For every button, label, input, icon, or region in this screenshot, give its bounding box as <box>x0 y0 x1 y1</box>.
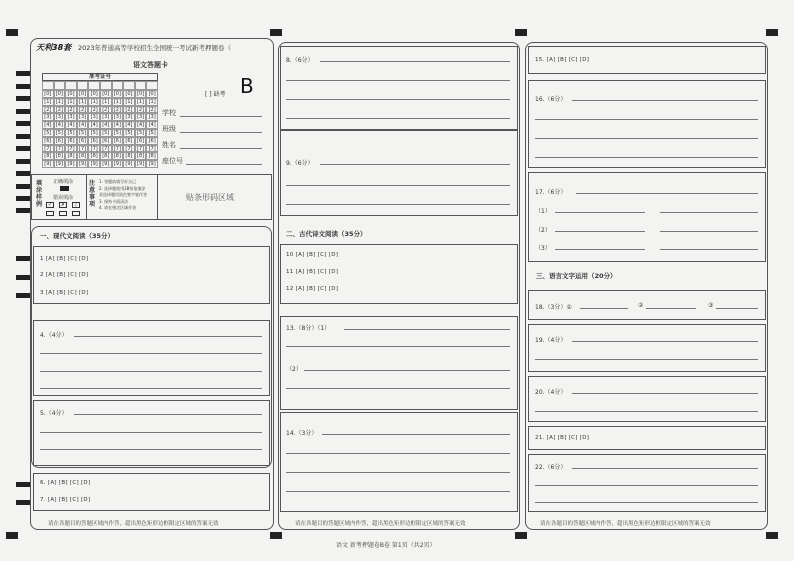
q17-part3-label: （3） <box>535 245 551 252</box>
q22-label: 22.（6分） <box>535 464 567 471</box>
q11-options[interactable]: 11 [A] [B] [C] [D] <box>286 269 339 275</box>
digit-bubble[interactable]: [9] <box>77 160 89 168</box>
timing-bar <box>16 196 30 201</box>
digit-bubble[interactable]: [0] <box>65 90 77 98</box>
digit-bubble[interactable]: [4] <box>135 121 147 129</box>
digit-bubble[interactable]: [5] <box>123 129 135 137</box>
q17-part2-label: （2） <box>535 227 551 234</box>
wrong-fill-sample-1: ✓ <box>47 202 53 208</box>
wrong-fill-sample-5 <box>59 211 67 216</box>
q2-options[interactable]: 2 [A] [B] [C] [D] <box>40 272 89 278</box>
timing-bar <box>16 84 30 89</box>
page-footer: 语文 新考押题卷B卷 第1页（共2页） <box>336 542 436 549</box>
timing-bar <box>16 71 30 76</box>
correct-fill-sample <box>60 186 69 191</box>
timing-bar <box>16 109 30 114</box>
timing-bar <box>16 500 30 505</box>
answer-line[interactable] <box>535 157 758 158</box>
answer-line[interactable] <box>646 308 696 309</box>
timing-bar <box>16 171 30 176</box>
timing-bar <box>16 482 30 487</box>
digit-bubble[interactable]: [1] <box>123 98 135 106</box>
digit-bubble[interactable]: [6] <box>88 137 100 145</box>
wrong-fill-sample-3: / <box>72 202 80 208</box>
answer-line[interactable] <box>660 249 758 250</box>
answer-line[interactable] <box>535 359 758 360</box>
answer-line[interactable] <box>320 164 510 165</box>
digit-bubble[interactable]: [4] <box>112 121 124 129</box>
answer-line[interactable] <box>660 212 758 213</box>
q3-options[interactable]: 3 [A] [B] [C] [D] <box>40 290 89 296</box>
digit-bubble[interactable]: [8] <box>77 152 89 160</box>
answer-line[interactable] <box>535 485 758 486</box>
q6-options[interactable]: 6. [A] [B] [C] [D] <box>40 480 91 486</box>
digit-bubble[interactable]: [3] <box>112 113 124 121</box>
digit-bubble[interactable]: [4] <box>54 121 66 129</box>
answer-line[interactable] <box>320 61 510 62</box>
absent-label[interactable]: [ ] 缺考 <box>205 91 226 98</box>
digit-bubble[interactable]: [5] <box>77 129 89 137</box>
mcq-block-2 <box>33 473 270 511</box>
digit-bubble[interactable]: [1] <box>100 98 112 106</box>
digit-bubble[interactable]: [1] <box>135 98 147 106</box>
digit-bubble[interactable]: [7] <box>112 145 124 153</box>
fill-example-label: 填涂样例 <box>36 180 43 208</box>
answer-line[interactable] <box>535 138 758 139</box>
digit-bubble[interactable]: [2] <box>135 106 147 114</box>
timing-bar <box>16 134 30 139</box>
answer-line[interactable] <box>535 411 758 412</box>
timing-bar <box>16 293 30 298</box>
q17-part1-label: （1） <box>535 208 551 215</box>
q19-box <box>528 324 766 372</box>
registration-mark-bottom-left <box>6 532 18 539</box>
note-item: 非选择题用黑色签字笔作答 <box>99 192 147 197</box>
registration-mark-top-1 <box>270 29 282 36</box>
section-2-title: 二、古代诗文阅读（35分） <box>286 230 367 238</box>
digit-bubble[interactable]: [5] <box>146 129 158 137</box>
digit-bubble[interactable]: [7] <box>77 145 89 153</box>
note-item: 4. 请在指定区域作答 <box>99 205 137 210</box>
digit-bubble[interactable]: [2] <box>146 106 158 114</box>
digit-bubble[interactable]: [9] <box>42 160 54 168</box>
answer-line[interactable] <box>40 353 262 354</box>
digit-bubble[interactable]: [4] <box>65 121 77 129</box>
digit-bubble[interactable]: [3] <box>135 113 147 121</box>
digit-bubble[interactable]: [5] <box>112 129 124 137</box>
answer-line[interactable] <box>40 371 262 372</box>
digit-bubble[interactable]: [4] <box>123 121 135 129</box>
digit-bubble[interactable]: [3] <box>146 113 158 121</box>
seat-line[interactable] <box>186 164 262 165</box>
logo: 天利38套 <box>36 43 72 52</box>
digit-bubble[interactable]: [1] <box>54 98 66 106</box>
timing-bar <box>16 184 30 189</box>
column-1-footer: 请在各题目的答题区域内作答，超出黑色矩形边框限定区域的答案无效 <box>48 521 219 527</box>
q18-label: 18.（3分）① <box>535 304 572 311</box>
timing-bar <box>16 146 30 151</box>
q5-box <box>33 400 270 466</box>
answer-line[interactable] <box>576 193 758 194</box>
name-line[interactable] <box>180 148 262 149</box>
digit-bubble[interactable]: [2] <box>88 106 100 114</box>
q4-label: 4.（4分） <box>40 332 68 339</box>
answer-line[interactable] <box>40 449 262 450</box>
digit-bubble[interactable]: [3] <box>100 113 112 121</box>
timing-bar <box>16 208 30 213</box>
q16-label: 16.（6分） <box>535 96 567 103</box>
q1-options[interactable]: 1 [A] [B] [C] [D] <box>40 256 89 262</box>
digit-bubble[interactable]: [1] <box>42 98 54 106</box>
digit-bubble[interactable]: [4] <box>100 121 112 129</box>
digit-bubble[interactable]: [7] <box>135 145 147 153</box>
digit-bubble[interactable]: [2] <box>54 106 66 114</box>
note-item: 2. 选择题使用2B铅笔填涂 <box>99 185 146 191</box>
q18-part2-label: ② <box>638 302 644 309</box>
answer-line[interactable] <box>40 388 262 389</box>
digit-bubble[interactable]: [4] <box>77 121 89 129</box>
answer-line[interactable] <box>572 100 758 101</box>
answer-line[interactable] <box>304 370 510 371</box>
q4-box <box>33 320 270 396</box>
q13-part2-label: （2） <box>286 366 302 373</box>
q17-label: 17.（6分） <box>535 189 567 196</box>
digit-bubble[interactable]: [5] <box>100 129 112 137</box>
digit-bubble[interactable]: [4] <box>42 121 54 129</box>
answer-line[interactable] <box>572 393 758 394</box>
exam-number-bubble-grid[interactable] <box>42 90 158 168</box>
digit-bubble[interactable]: [3] <box>65 113 77 121</box>
digit-bubble[interactable]: [6] <box>54 137 66 145</box>
answer-line[interactable] <box>286 118 510 119</box>
answer-line[interactable] <box>322 434 510 435</box>
digit-bubble[interactable]: [8] <box>146 152 158 160</box>
timing-bar <box>16 275 30 280</box>
timing-bar <box>16 256 30 261</box>
divider <box>86 174 87 220</box>
registration-mark-bottom-2 <box>515 532 527 539</box>
answer-line[interactable] <box>555 212 645 213</box>
name-label: 姓名 <box>162 141 176 149</box>
digit-bubble[interactable]: [0] <box>77 90 89 98</box>
answer-line[interactable] <box>286 99 510 100</box>
digit-bubble[interactable]: [0] <box>54 90 66 98</box>
digit-bubble[interactable]: [7] <box>54 145 66 153</box>
digit-bubble[interactable]: [6] <box>135 137 147 145</box>
registration-mark-top-right <box>766 29 778 36</box>
q19-label: 19.（4分） <box>535 337 567 344</box>
answer-line[interactable] <box>572 468 758 469</box>
q18-part3-label: ③ <box>708 302 714 309</box>
digit-bubble[interactable]: [4] <box>88 121 100 129</box>
answer-line[interactable] <box>286 472 510 473</box>
section-1-title: 一、现代文阅读（35分） <box>40 232 115 240</box>
digit-bubble[interactable]: [9] <box>100 160 112 168</box>
q13-label: 13.（8分）（1） <box>286 325 331 332</box>
digit-bubble[interactable]: [9] <box>88 160 100 168</box>
answer-line[interactable] <box>535 119 758 120</box>
answer-line[interactable] <box>286 185 510 186</box>
class-label: 班级 <box>162 125 176 133</box>
answer-line[interactable] <box>286 204 510 205</box>
digit-bubble[interactable]: [1] <box>146 98 158 106</box>
wrong-fill-label: 错误填涂 <box>53 195 74 201</box>
answer-line[interactable] <box>660 231 758 232</box>
answer-line[interactable] <box>286 346 510 347</box>
digit-bubble[interactable]: [3] <box>123 113 135 121</box>
correct-fill-label: 正确填涂 <box>53 179 74 185</box>
digit-bubble[interactable]: [7] <box>88 145 100 153</box>
note-item: 3. 保持卡面清洁 <box>99 198 129 204</box>
digit-bubble[interactable]: [3] <box>77 113 89 121</box>
answer-line[interactable] <box>286 491 510 492</box>
digit-bubble[interactable]: [9] <box>146 160 158 168</box>
digit-bubble[interactable]: [8] <box>112 152 124 160</box>
timing-bar <box>16 96 30 101</box>
divider <box>157 174 158 220</box>
registration-mark-bottom-1 <box>270 532 282 539</box>
digit-bubble[interactable]: [0] <box>123 90 135 98</box>
answer-line[interactable] <box>580 308 628 309</box>
digit-bubble[interactable]: [3] <box>88 113 100 121</box>
q21-options[interactable]: 21. [A] [B] [C] [D] <box>535 435 590 441</box>
answer-line[interactable] <box>74 414 262 415</box>
digit-bubble[interactable]: [2] <box>77 106 89 114</box>
exam-number-label: 准考证号 <box>42 73 158 81</box>
digit-bubble[interactable]: [2] <box>42 106 54 114</box>
digit-bubble[interactable]: [0] <box>42 90 54 98</box>
answer-line[interactable] <box>40 432 262 433</box>
digit-bubble[interactable]: [1] <box>112 98 124 106</box>
digit-bubble[interactable]: [0] <box>135 90 147 98</box>
q12-options[interactable]: 12 [A] [B] [C] [D] <box>286 286 339 292</box>
section-3-title: 三、语言文字运用（20分） <box>536 272 617 280</box>
digit-bubble[interactable]: [8] <box>135 152 147 160</box>
digit-bubble[interactable]: [6] <box>146 137 158 145</box>
digit-bubble[interactable]: [0] <box>100 90 112 98</box>
answer-line[interactable] <box>716 308 758 309</box>
digit-bubble[interactable]: [0] <box>88 90 100 98</box>
barcode-area: 贴条形码区域 <box>186 193 234 202</box>
timing-bar <box>16 159 30 164</box>
wrong-fill-sample-6 <box>72 211 80 216</box>
digit-bubble[interactable]: [9] <box>65 160 77 168</box>
digit-bubble[interactable]: [1] <box>77 98 89 106</box>
registration-mark-top-2 <box>515 29 527 36</box>
q15-options[interactable]: 15. [A] [B] [C] [D] <box>535 57 590 63</box>
digit-bubble[interactable]: [6] <box>123 137 135 145</box>
digit-bubble[interactable]: [1] <box>65 98 77 106</box>
registration-mark-bottom-right <box>766 532 778 539</box>
registration-mark-top-left <box>6 29 18 36</box>
answer-line[interactable] <box>286 388 510 389</box>
digit-bubble[interactable]: [9] <box>54 160 66 168</box>
column-2-footer: 请在各题目的答题区域内作答，超出黑色矩形边框限定区域的答案无效 <box>295 521 466 527</box>
digit-bubble[interactable]: [6] <box>42 137 54 145</box>
school-label: 学校 <box>162 109 176 117</box>
q14-label: 14.（3分） <box>286 430 318 437</box>
q20-label: 20.（4分） <box>535 389 567 396</box>
digit-bubble[interactable]: [6] <box>77 137 89 145</box>
digit-bubble[interactable]: [5] <box>65 129 77 137</box>
digit-bubble[interactable]: [9] <box>123 160 135 168</box>
wrong-fill-sample-4 <box>46 211 54 216</box>
digit-bubble[interactable]: [5] <box>42 129 54 137</box>
card-title: 语文答题卡 <box>133 61 168 69</box>
digit-bubble[interactable]: [9] <box>112 160 124 168</box>
digit-bubble[interactable]: [5] <box>88 129 100 137</box>
digit-bubble[interactable]: [8] <box>42 152 54 160</box>
digit-bubble[interactable]: [3] <box>42 113 54 121</box>
q8-label: 8.（6分） <box>286 57 314 64</box>
digit-bubble[interactable]: [7] <box>42 145 54 153</box>
seat-label: 座位号 <box>162 157 183 165</box>
digit-bubble[interactable]: [8] <box>65 152 77 160</box>
q7-options[interactable]: 7. [A] [B] [C] [D] <box>40 497 91 503</box>
answer-line[interactable] <box>572 341 758 342</box>
column-3-footer: 请在各题目的答题区域内作答，超出黑色矩形边框限定区域的答案无效 <box>540 521 711 527</box>
digit-bubble[interactable]: [6] <box>112 137 124 145</box>
exam-number-boxes[interactable] <box>42 81 158 90</box>
answer-line[interactable] <box>555 231 645 232</box>
answer-line[interactable] <box>555 249 645 250</box>
digit-bubble[interactable]: [8] <box>54 152 66 160</box>
digit-bubble[interactable]: [7] <box>65 145 77 153</box>
answer-line[interactable] <box>535 502 758 503</box>
timing-bar <box>16 121 30 126</box>
note-item: 1. 答题前填写好自己 <box>99 179 137 184</box>
wrong-fill-sample-2: ✗ <box>60 202 66 208</box>
exam-title: 2023年普通高等学校招生全国统一考试新考押题卷（ <box>78 44 232 52</box>
digit-bubble[interactable]: [6] <box>100 137 112 145</box>
digit-bubble[interactable]: [7] <box>123 145 135 153</box>
answer-line[interactable] <box>286 453 510 454</box>
q10-options[interactable]: 10 [A] [B] [C] [D] <box>286 252 339 258</box>
answer-line[interactable] <box>344 329 510 330</box>
digit-bubble[interactable]: [2] <box>100 106 112 114</box>
digit-bubble[interactable]: [7] <box>146 145 158 153</box>
digit-bubble[interactable]: [7] <box>100 145 112 153</box>
q5-label: 5.（4分） <box>40 410 68 417</box>
class-line[interactable] <box>180 132 262 133</box>
digit-bubble[interactable]: [5] <box>135 129 147 137</box>
digit-bubble[interactable]: [2] <box>65 106 77 114</box>
notes-list <box>99 179 155 212</box>
q20-box <box>528 376 766 422</box>
digit-bubble[interactable]: [1] <box>88 98 100 106</box>
digit-bubble[interactable]: [4] <box>146 121 158 129</box>
digit-bubble[interactable]: [2] <box>112 106 124 114</box>
digit-bubble[interactable]: [6] <box>65 137 77 145</box>
digit-bubble[interactable]: [8] <box>88 152 100 160</box>
answer-line[interactable] <box>286 80 510 81</box>
digit-bubble[interactable]: [8] <box>123 152 135 160</box>
digit-bubble[interactable]: [5] <box>54 129 66 137</box>
digit-bubble[interactable]: [8] <box>100 152 112 160</box>
digit-bubble[interactable]: [0] <box>112 90 124 98</box>
q9-label: 9.（6分） <box>286 160 314 167</box>
digit-bubble[interactable]: [9] <box>135 160 147 168</box>
digit-bubble[interactable]: [2] <box>123 106 135 114</box>
digit-bubble[interactable]: [0] <box>146 90 158 98</box>
paper-type-letter: B <box>240 74 254 98</box>
answer-line[interactable] <box>74 336 262 337</box>
notes-label: 注意事项 <box>89 180 96 208</box>
digit-bubble[interactable]: [3] <box>54 113 66 121</box>
school-line[interactable] <box>180 116 262 117</box>
q14-box <box>280 412 518 512</box>
